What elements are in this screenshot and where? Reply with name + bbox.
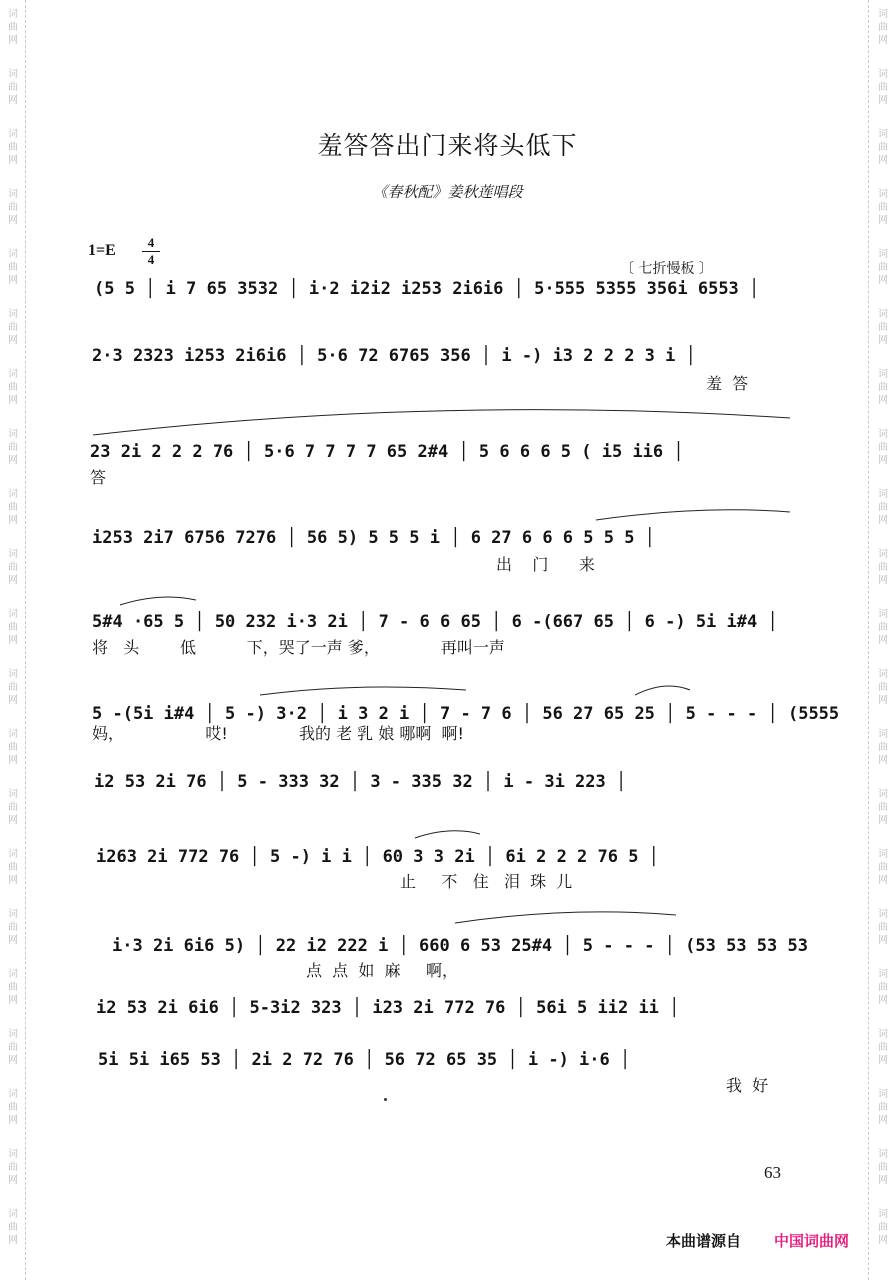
watermark-right: 词 曲 网 (878, 789, 888, 826)
meter-bottom: 4 (147, 252, 155, 267)
watermark-right: 词 曲 网 (878, 129, 888, 166)
lyrics-line-8: 止 不 住 泪 珠 儿 (400, 872, 573, 891)
stray-dot (384, 1098, 387, 1101)
slur-mark (596, 510, 790, 520)
watermark-right: 词 曲 网 (878, 69, 888, 106)
watermark-right: 词 曲 网 (878, 1089, 888, 1126)
watermark-right: 词 曲 网 (878, 1209, 888, 1246)
song-title: 羞答答出门来将头低下 (317, 131, 578, 160)
watermark-left: 词 曲 网 (8, 489, 18, 526)
watermark-left: 词 曲 网 (8, 609, 18, 646)
watermark-left: 词 曲 网 (8, 129, 18, 166)
footer-site-link[interactable]: 中国词曲网 (774, 1232, 850, 1250)
watermark-right: 词 曲 网 (878, 849, 888, 886)
watermark-left: 词 曲 网 (8, 669, 18, 706)
page-number: 63 (764, 1163, 781, 1182)
notation-line-8: i263 2i 772 76 │ 5 -) i i │ 60 3 3 2i │ 6i 2 2 2 76 5 │ (96, 847, 659, 867)
watermark-right: 词 曲 网 (878, 429, 888, 466)
watermark-left: 词 曲 网 (8, 1089, 18, 1126)
notation-line-4: i253 2i7 6756 7276 │ 56 5) 5 5 5 i │ 6 27 6 6 6 5 5 5 │ (92, 528, 655, 548)
notation-line-2: 2·3 2323 i253 2i6i6 │ 5·6 72 6765 356 │ i -) i3 2 2 2 3 i │ (92, 346, 696, 366)
notation-line-10: i2 53 2i 6i6 │ 5-3i2 323 │ i23 2i 772 76 │ 56i 5 ii2 ii │ (96, 998, 680, 1018)
slur-mark (260, 687, 466, 695)
song-subtitle: 《春秋配》姜秋莲唱段 (372, 183, 523, 201)
lyrics-line-2: 羞 答 (706, 374, 749, 393)
watermark-right: 词 曲 网 (878, 609, 888, 646)
lyrics-line-11: 我 好 (726, 1076, 769, 1095)
watermark-left: 词 曲 网 (8, 309, 18, 346)
lyrics-line-4: 出 门 来 (496, 555, 595, 574)
lyrics-line-3: 答 (90, 468, 107, 487)
watermark-left: 词 曲 网 (8, 729, 18, 766)
watermark-left: 词 曲 网 (8, 1209, 18, 1246)
watermark-left: 词 曲 网 (8, 69, 18, 106)
watermark-left: 词 曲 网 (8, 549, 18, 586)
watermark-left: 词 曲 网 (8, 429, 18, 466)
slur-mark (635, 686, 690, 695)
watermark-left: 词 曲 网 (8, 789, 18, 826)
watermark-left: 词 曲 网 (8, 189, 18, 226)
meter-top: 4 (147, 235, 155, 250)
watermark-left: 词 曲 网 (8, 369, 18, 406)
watermark-left: 词 曲 网 (8, 849, 18, 886)
tempo-marking: 〔 七折慢板 〕 (620, 261, 713, 277)
watermark-right: 词 曲 网 (878, 489, 888, 526)
watermark-right: 词 曲 网 (878, 969, 888, 1006)
watermark-right: 词 曲 网 (878, 729, 888, 766)
watermark-left: 词 曲 网 (8, 909, 18, 946)
watermark-right: 词 曲 网 (878, 1029, 888, 1066)
lyrics-line-9: 点 点 如 麻 啊， (306, 961, 458, 980)
notation-line-1: (5 5 │ i 7 65 3532 │ i·2 i2i2 i253 2i6i6 │ 5·555 5355 356i 6553 │ (94, 279, 760, 299)
notation-line-11: 5i 5i i65 53 │ 2i 2 72 76 │ 56 72 65 35 │ i -) i·6 │ (98, 1050, 631, 1070)
watermark-right: 词 曲 网 (878, 189, 888, 226)
watermark-right: 词 曲 网 (878, 669, 888, 706)
watermark-right: 词 曲 网 (878, 1149, 888, 1186)
watermark-right: 词 曲 网 (878, 9, 888, 46)
lyrics-line-6: 妈， 哎! 我的 老 乳 娘 哪啊 啊! (92, 724, 464, 743)
notation-line-5: 5#4 ·65 5 │ 50 232 i·3 2i │ 7 - 6 6 65 │ 6 -(667 65 │ 6 -) 5i i#4 │ (92, 612, 778, 632)
watermark-right: 词 曲 网 (878, 369, 888, 406)
watermark-right: 词 曲 网 (878, 249, 888, 286)
footer-source-label: 本曲谱源自 (666, 1232, 742, 1250)
watermark-left: 词 曲 网 (8, 9, 18, 46)
watermark-right: 词 曲 网 (878, 549, 888, 586)
slur-mark (415, 831, 480, 838)
key-signature: 1=E (88, 242, 116, 259)
notation-line-9: i·3 2i 6i6 5) │ 22 i2 222 i │ 660 6 53 25#4 │ 5 - - - │ (53 53 53 53 (112, 936, 808, 956)
lyrics-line-5: 将 头 低 下，哭了一声 爹， 再叫一声 (92, 638, 505, 657)
slur-mark (93, 410, 790, 435)
watermark-left: 词 曲 网 (8, 249, 18, 286)
watermark-left: 词 曲 网 (8, 969, 18, 1006)
notation-line-6: 5 -(5i i#4 │ 5 -) 3·2 │ i 3 2 i │ 7 - 7 6 │ 56 27 65 25 │ 5 - - - │ (5555 (92, 704, 840, 724)
slur-mark (455, 912, 676, 923)
notation-line-3: 23 2i 2 2 2 76 │ 5·6 7 7 7 7 65 2#4 │ 5 6 6 6 5 ( i5 ii6 │ (90, 442, 684, 462)
notation-line-7: i2 53 2i 76 │ 5 - 333 32 │ 3 - 335 32 │ i - 3i 223 │ (94, 772, 627, 792)
slur-mark (120, 597, 196, 605)
watermark-left: 词 曲 网 (8, 1149, 18, 1186)
watermark-right: 词 曲 网 (878, 909, 888, 946)
watermark-right: 词 曲 网 (878, 309, 888, 346)
watermark-left: 词 曲 网 (8, 1029, 18, 1066)
